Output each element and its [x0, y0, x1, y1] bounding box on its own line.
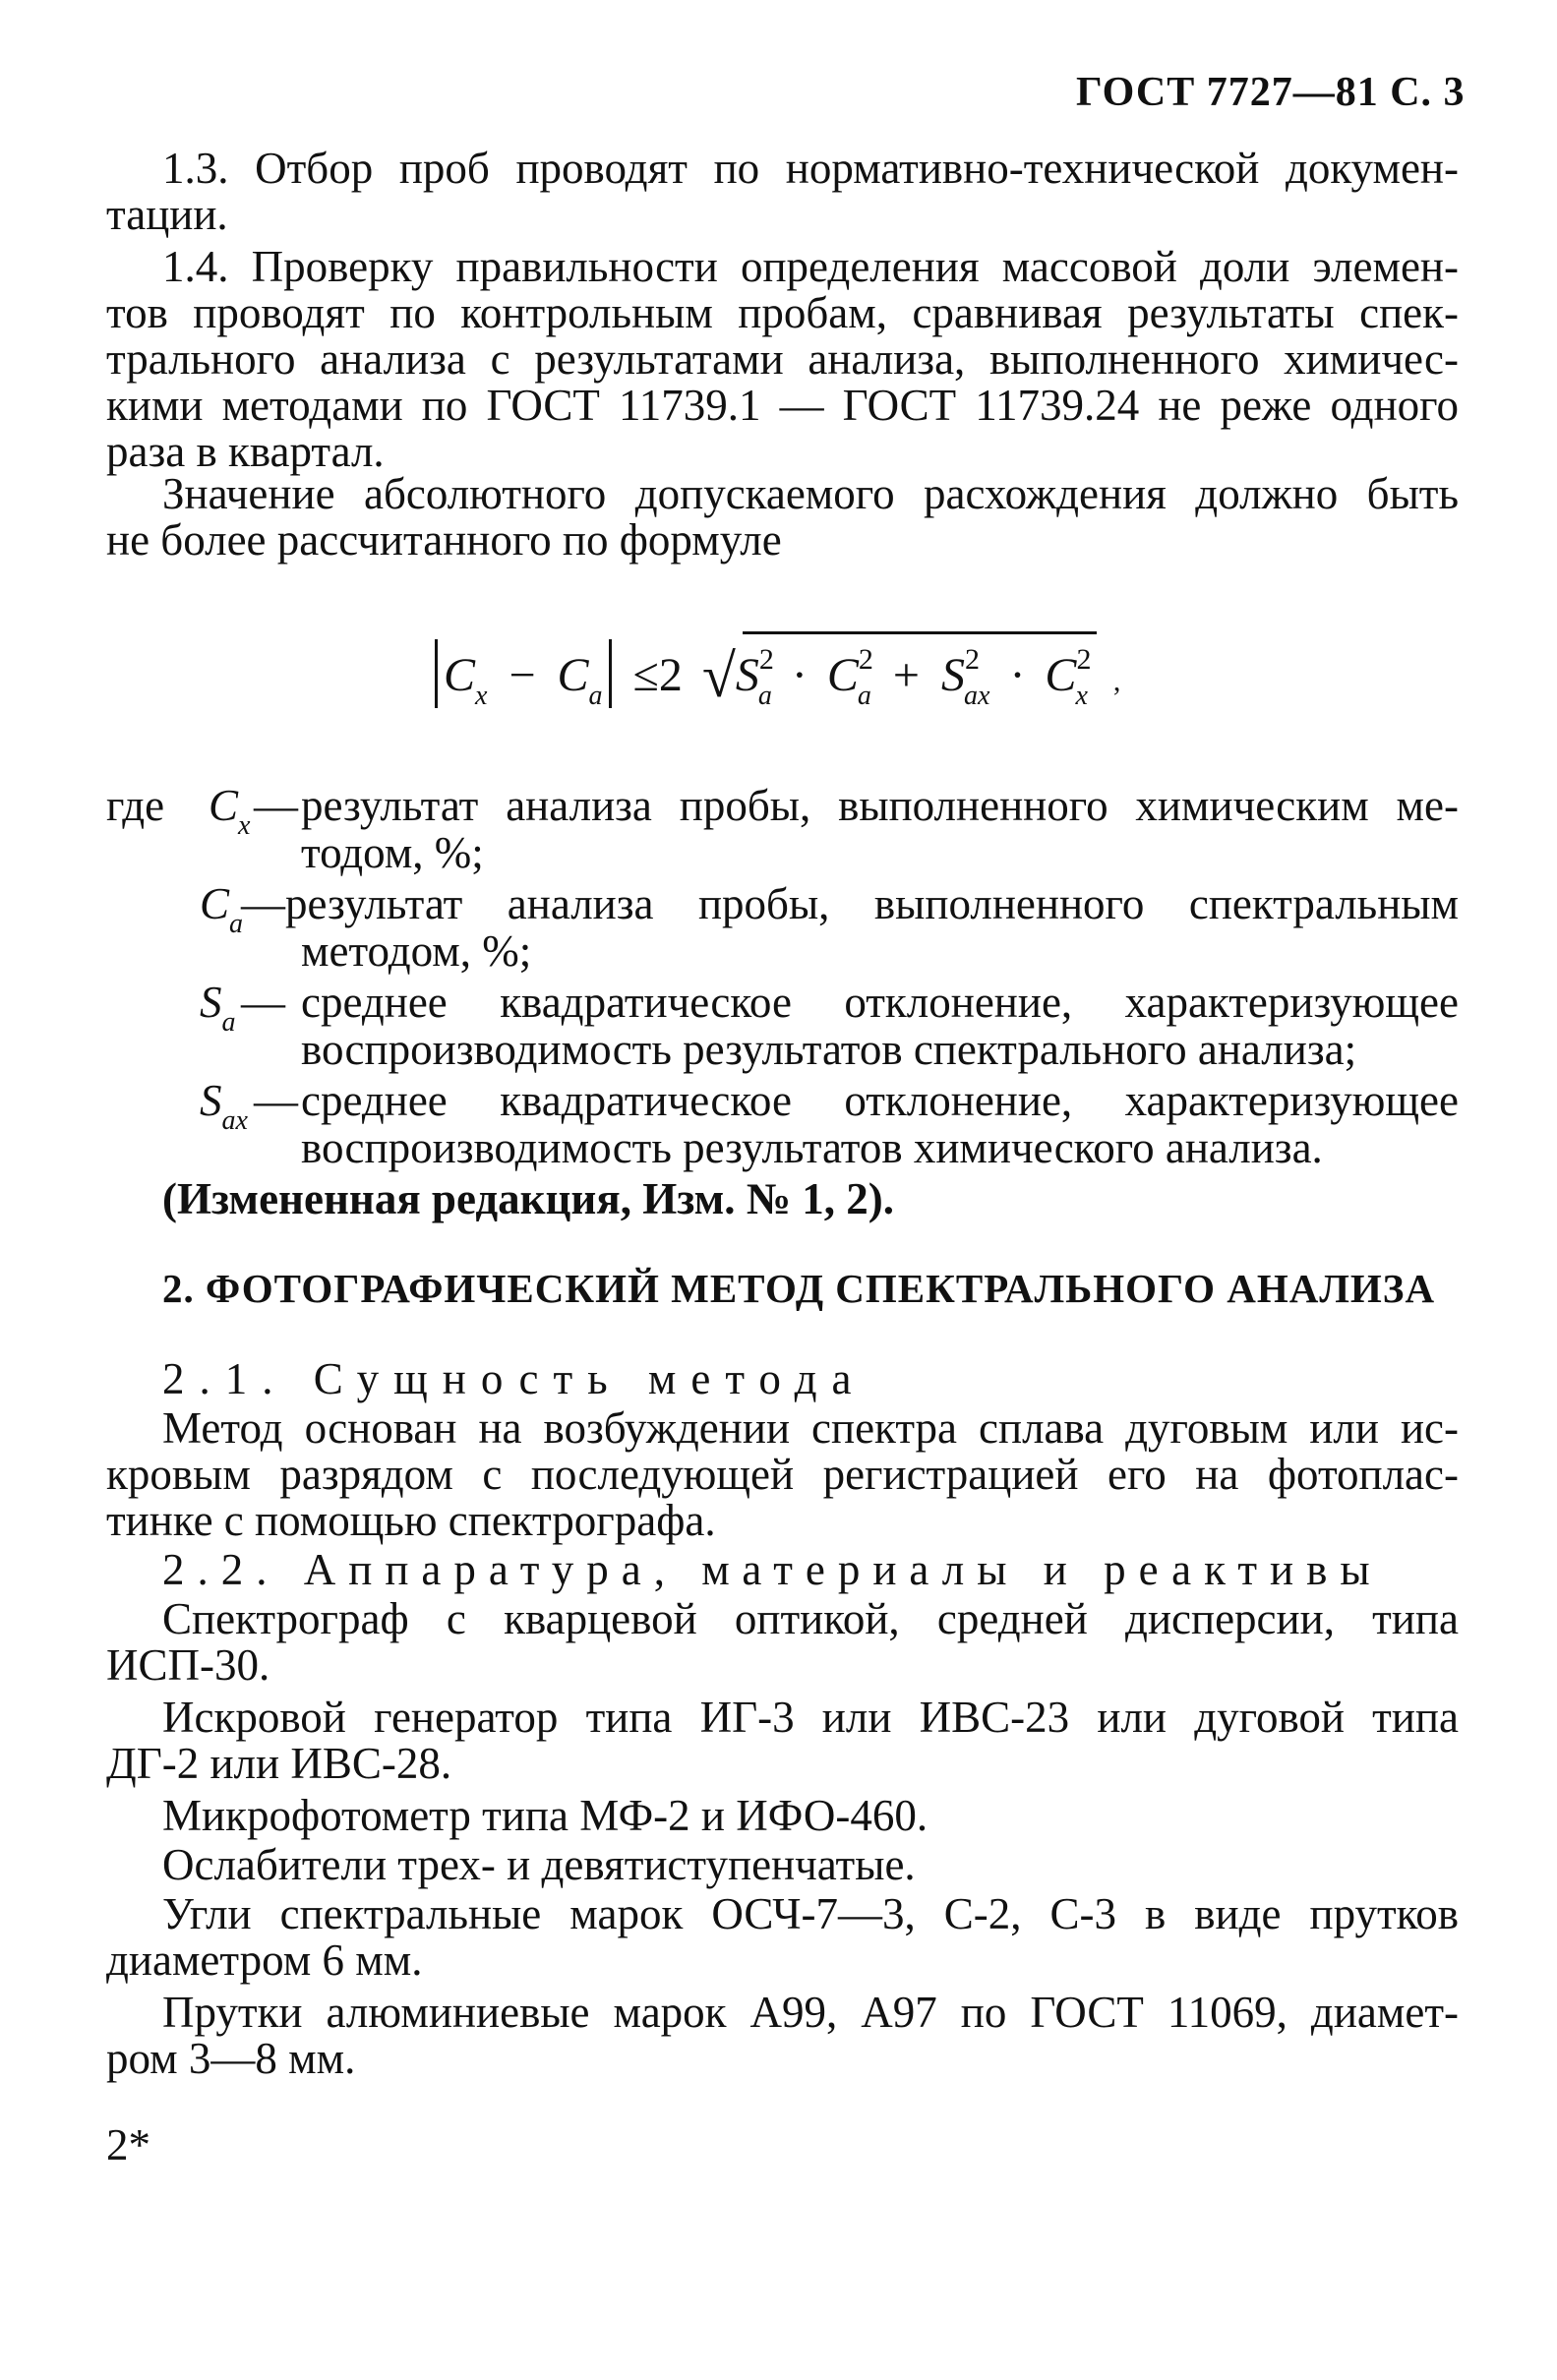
sqrt-icon: √ [701, 643, 736, 710]
formula-c1: C [826, 649, 859, 701]
pvalue-line1: Значение абсолютного допускаемого расхождения должно быть [162, 469, 1459, 518]
s22-a5: Угли спектральные марок ОСЧ-7—3, С-2, С-3 в виде прутков [162, 1889, 1459, 1938]
abs-bar-right [609, 639, 612, 708]
s22-a3: Микрофотометр типа МФ-2 и ИФО-460. [162, 1791, 928, 1840]
formula-c2: C [1045, 649, 1077, 701]
def2-line1: результат анализа пробы, выполненного спектральным [285, 879, 1459, 928]
s21-line3: тинке с помощью спектрографа. [106, 1496, 716, 1545]
def1-dash: — [254, 781, 298, 830]
p13-line1: 1.3. Отбор проб проводят по нормативно-технической докумен- [162, 144, 1459, 193]
s21-title: 2.1. Сущность метода [162, 1354, 867, 1403]
def4-sub: ax [221, 1105, 248, 1136]
p14-line1: 1.4. Проверку правильности определения массовой доли элемен- [162, 242, 1459, 291]
def1-line2: тодом, %; [301, 828, 484, 877]
def3-symbol [200, 977, 236, 1039]
page-header: ГОСТ 7727—81 С. 3 [1076, 70, 1466, 115]
p14-line2: тов проводят по контрольным пробам, сравнивая результаты спек- [106, 288, 1459, 337]
def2-symbol [200, 878, 243, 940]
formula-s2-sub: ax [964, 681, 990, 711]
p14-line4: кими методами по ГОСТ 11739.1 — ГОСТ 11739.24 не реже одного [106, 381, 1459, 430]
def2-line2: методом, %; [301, 926, 532, 976]
def2-dash: — [241, 879, 285, 928]
formula-c1-sup: 2 [858, 643, 873, 676]
s22-a2: Искровой генератор типа ИГ-3 или ИВС-23 или дуговой типа [162, 1693, 1459, 1742]
formula-c2-sub: x [1075, 681, 1088, 711]
section2-title: 2. ФОТОГРАФИЧЕСКИЙ МЕТОД СПЕКТРАЛЬНОГО АНАЛИЗА [162, 1266, 1436, 1311]
def2-sym: C [200, 879, 230, 928]
def3-sub: a [221, 1007, 236, 1038]
footer-signature-mark: 2* [106, 2120, 150, 2170]
formula-ca-sub: a [588, 681, 603, 711]
pvalue-line2: не более рассчитанного по формуле [106, 515, 782, 565]
formula [429, 639, 1120, 712]
s21-line1: Метод основан на возбуждении спектра сплава дуговым или ис- [162, 1403, 1459, 1453]
formula-c1-sub: a [857, 681, 871, 711]
amendment-note: (Измененная редакция, Изм. № 1, 2). [162, 1174, 895, 1223]
formula-s1-sub: a [757, 681, 772, 711]
formula-le: ≤2 [632, 649, 683, 701]
formula-ca: C [557, 649, 589, 701]
s22-a4: Ослабители трех- и девятиступенчатые. [162, 1840, 916, 1889]
def3-dash: — [241, 978, 285, 1027]
s22-a1b: ИСП-30. [106, 1640, 270, 1690]
def3-sym: S [200, 978, 222, 1027]
def1-line1: результат анализа пробы, выполненного химическим ме- [301, 781, 1459, 830]
def2-sub: a [229, 909, 244, 939]
s22-a2b: ДГ-2 или ИВС-28. [106, 1739, 452, 1788]
formula-s2: S [941, 649, 965, 701]
p13-line2: тации. [106, 190, 228, 239]
def4-dash: — [254, 1076, 298, 1125]
p14-line3: трального анализа с результатами анализа, выполненного химичес- [106, 334, 1459, 384]
s21-line2: кровым разрядом с последующей регистрацией его на фотоплас- [106, 1450, 1459, 1499]
def1-symbol [209, 780, 250, 842]
formula-s1: S [735, 649, 759, 701]
p14-line5: раза в квартал. [106, 427, 385, 476]
s22-a6b: ром 3—8 мм. [106, 2034, 356, 2083]
formula-s1-sup: 2 [758, 643, 774, 676]
def1-sub: x [238, 810, 251, 841]
s22-a5b: диаметром 6 мм. [106, 1935, 423, 1985]
def3-line1: среднее квадратическое отклонение, характеризующее [301, 978, 1459, 1027]
formula-comma: , [1112, 665, 1121, 697]
s22-a6: Прутки алюминиевые марок А99, А97 по ГОСТ 11069, диамет- [162, 1988, 1459, 2037]
def4-symbol [200, 1075, 248, 1137]
formula-plus: + [892, 649, 920, 701]
sqrt-overline [743, 631, 1097, 634]
formula-dot2: · [1009, 649, 1026, 701]
where-label: где [106, 781, 165, 830]
def4-line1: среднее квадратическое отклонение, характеризующее [301, 1076, 1459, 1125]
formula-dot1: · [791, 649, 808, 701]
def1-sym: C [209, 781, 239, 830]
formula-cx-sub: x [475, 681, 488, 711]
formula-minus: − [509, 649, 536, 701]
abs-bar-left [435, 639, 438, 708]
def4-sym: S [200, 1076, 222, 1125]
formula-c2-sup: 2 [1076, 643, 1092, 676]
s22-a1: Спектрограф с кварцевой оптикой, средней дисперсии, типа [162, 1594, 1459, 1643]
def4-line2: воспроизводимость результатов химического анализа. [301, 1123, 1323, 1172]
s22-title: 2.2. Аппаратура, материалы и реактивы [162, 1545, 1383, 1594]
def3-line2: воспроизводимость результатов спектрального анализа; [301, 1025, 1357, 1074]
formula-s2-sup: 2 [965, 643, 980, 676]
formula-cx: C [444, 649, 476, 701]
